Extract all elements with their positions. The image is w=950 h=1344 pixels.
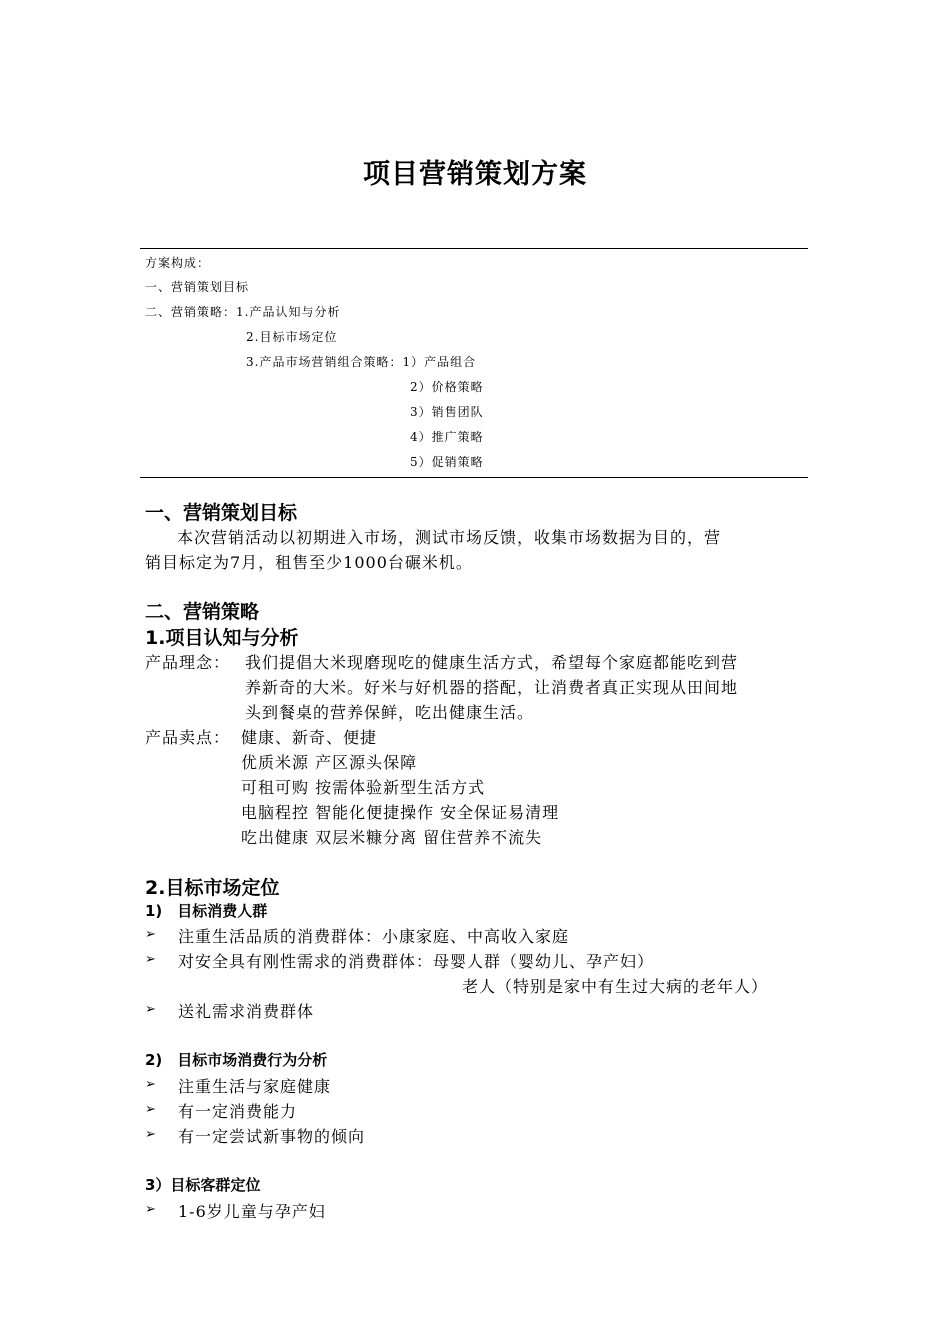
section-1-para-line-1: 本次营销活动以初期进入市场，测试市场反馈，收集市场数据为目的，营 xyxy=(177,528,722,547)
target-item-1: 1-6岁儿童与孕产妇 xyxy=(178,1202,326,1221)
toc-sub-2: 2）价格策略 xyxy=(410,380,484,394)
toc-item-2: 二、营销策略：1.产品认知与分析 xyxy=(145,305,341,319)
subsection-2-heading: 2.目标市场定位 xyxy=(145,877,280,899)
page-title: 项目营销策划方案 xyxy=(363,159,587,190)
behavior-item-3: 有一定尝试新事物的倾向 xyxy=(178,1127,366,1146)
consumer-item-2: 对安全具有刚性需求的消费群体：母婴人群（婴幼儿、孕产妇） xyxy=(178,952,655,971)
toc-bottom-rule xyxy=(140,477,808,478)
bullet-icon: ➢ xyxy=(145,1127,156,1142)
toc-item-1: 一、营销策划目标 xyxy=(145,280,250,294)
selling-line-5: 吃出健康 双层米糠分离 留住营养不流失 xyxy=(241,828,543,847)
section-2-heading: 二、营销策略 xyxy=(145,601,260,623)
bullet-icon: ➢ xyxy=(145,1077,156,1092)
section-1-para-line-2: 销目标定为7月，租售至少1000台碾米机。 xyxy=(145,553,473,572)
consumer-item-1: 注重生活品质的消费群体：小康家庭、中高收入家庭 xyxy=(178,927,570,946)
selling-line-1: 健康、新奇、便捷 xyxy=(241,728,378,747)
bullet-icon: ➢ xyxy=(145,952,156,967)
toc-top-rule xyxy=(140,248,808,249)
behavior-item-1: 注重生活与家庭健康 xyxy=(178,1077,332,1096)
bullet-icon: ➢ xyxy=(145,1202,156,1217)
target-heading: 3）目标客群定位 xyxy=(145,1176,261,1194)
behavior-item-2: 有一定消费能力 xyxy=(178,1102,298,1121)
toc-heading: 方案构成： xyxy=(145,256,211,270)
consumers-heading: 1) 目标消费人群 xyxy=(145,902,268,920)
consumer-item-3: 送礼需求消费群体 xyxy=(178,1002,315,1021)
toc-sub-4: 4）推广策略 xyxy=(410,430,484,444)
section-1-heading: 一、营销策划目标 xyxy=(145,502,298,524)
toc-item-2-3: 3.产品市场营销组合策略：1）产品组合 xyxy=(246,355,477,369)
selling-line-3: 可租可购 按需体验新型生活方式 xyxy=(241,778,486,797)
selling-line-2: 优质米源 产区源头保障 xyxy=(241,753,418,772)
concept-label: 产品理念： xyxy=(145,653,231,672)
subsection-1-heading: 1.项目认知与分析 xyxy=(145,627,299,649)
behavior-heading: 2) 目标市场消费行为分析 xyxy=(145,1051,328,1069)
selling-label: 产品卖点： xyxy=(145,728,231,747)
bullet-icon: ➢ xyxy=(145,1002,156,1017)
concept-line-1: 我们提倡大米现磨现吃的健康生活方式，希望每个家庭都能吃到营 xyxy=(245,653,739,672)
concept-line-2: 养新奇的大米。好米与好机器的搭配，让消费者真正实现从田间地 xyxy=(245,678,739,697)
toc-sub-3: 3）销售团队 xyxy=(410,405,484,419)
toc-sub-5: 5）促销策略 xyxy=(410,455,484,469)
selling-line-4: 电脑程控 智能化便捷操作 安全保证易清理 xyxy=(241,803,560,822)
bullet-icon: ➢ xyxy=(145,1102,156,1117)
bullet-icon: ➢ xyxy=(145,927,156,942)
toc-item-2-2: 2.目标市场定位 xyxy=(246,330,338,344)
consumer-item-2-continued: 老人（特别是家中有生过大病的老年人） xyxy=(462,977,769,996)
concept-line-3: 头到餐桌的营养保鲜，吃出健康生活。 xyxy=(245,703,535,722)
